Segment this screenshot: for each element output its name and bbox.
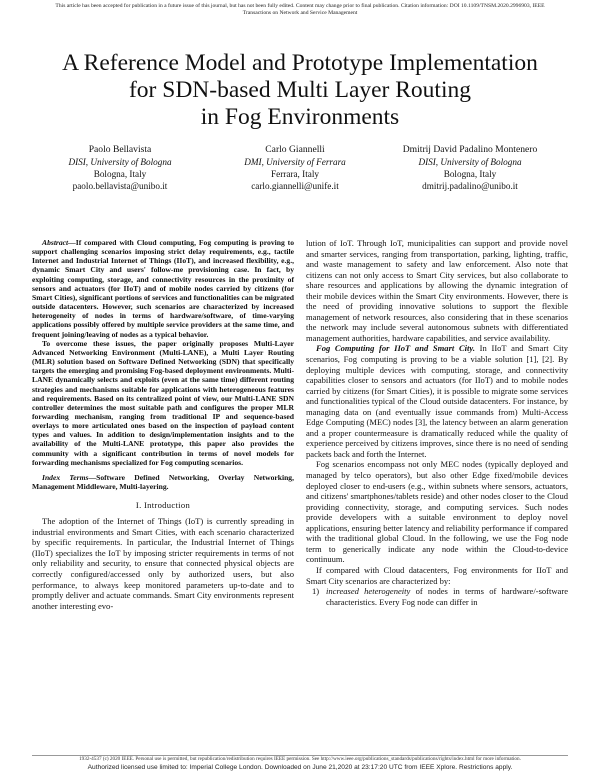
- author-email: dmitrij.padalino@unibo.it: [422, 181, 518, 191]
- author-email: carlo.giannelli@unife.it: [251, 181, 339, 191]
- author-name: Paolo Bellavista: [88, 144, 152, 155]
- title-line-3: in Fog Environments: [200, 104, 400, 130]
- author-3: [370, 144, 570, 192]
- author-block: [40, 144, 560, 200]
- paragraph-2-lead: Fog Computing for IIoT and Smart City.: [316, 343, 476, 354]
- author-name: Dmitrij David Padalino Montenero: [402, 144, 538, 155]
- title-line-1: A Reference Model and Prototype Implementation: [62, 50, 538, 76]
- author-location: Bologna, Italy: [443, 169, 497, 179]
- intro-paragraph-4: If compared with Cloud datacenters, Fog environments for IIoT and Smart City scenarios are characterized by:: [306, 564, 568, 586]
- author-1: [40, 144, 200, 192]
- abstract-paragraph-2: To overcome these issues, the paper originally proposes Multi-Layer Advanced Networking Environment (Multi-LANE), a Multi Layer Routing (MLR) solution based on Software Defined Networking (SDN) that specifically targets the emerging and promising Fog-based deployment environments. Multi-LANE dynamically selects and exploits (even at the same time) different routing strategies and mechanisms suitable for applications with heterogeneous features and requirements. Based on its centralized point of view, our Multi-LANE SDN controller determines the most suitable path and configures the proper MLR forwarding mechanism, ranging from traditional IP and sequence-based overlays to more articulated ones based on the inspection of payload content types and values. In addition to design/implementation insights and to the availability of the Multi-LANE prototype, this paper also provides the community with a significant contribution in terms of novel models for forwarding mechanisms specialized for Fog computing scenarios.: [32, 338, 294, 467]
- author-email: paolo.bellavista@unibo.it: [72, 181, 168, 191]
- intro-paragraph-1-continued: lution of IoT. Through IoT, municipalities can support and provide novel and smarter services, ranging from transportation, parking, lighting, traffic, and waste management to safety and law enforcement. Also note that citizens can not only access to Smart City services, but also collaborate to share resources and applications by allowing the dynamic integration of their mobile devices within the Smart City environments. However, there is the need of providing innovative solutions to support the flexible management of network resources, also considering that in these scenarios the network may include several autonomous subnets with differentiated management authorities, hardware capabilities, and service availability.: [306, 238, 568, 343]
- author-affiliation: DISI, University of Bologna: [68, 157, 172, 167]
- abstract-label: Abstract—: [42, 238, 76, 247]
- list-item-emphasis: increased heterogeneity: [326, 586, 411, 597]
- abstract-text-1: If compared with Cloud computing, Fog computing is proving to support challenging scenarios imposing strict delay requirements, e.g., tactile Internet and Industrial Internet of Things (IIoT), and increased flexibility, e.g., dynamic Smart City and users' follow-me provisioning case. In fact, by exploiting computing, storage, and connectivity resources in the proximity of sensors and actuators (for IIoT) and of mobile nodes carried by citizens (for Smart Cities), significant portions of services and functionalities can be migrated outside datacenters. However, such scenarios are characterized by increased heterogeneity of nodes in terms of hardware/software, of time-varying applications possibly offered by multiple service providers at the same time, and frequent joining/leaving of nodes as a typical behavior.: [32, 238, 294, 339]
- introduction-heading: I. Introduction: [135, 500, 191, 511]
- list-item-1: [306, 586, 568, 607]
- intro-paragraph-3: Fog scenarios encompass not only MEC nodes (typically deployed and managed by telco operators), but also other Edge fixed/mobile devices deployed closer to end-users (e.g., within subnets where sensors, actuators, and citizens' smartphones/tablets reside) and other nodes closer to the Cloud providing connectivity, storage, and computing services. Such nodes provide developers with a suitable environment to deploy novel applications, ensuring better latency and reliability performance if compared with the traditional global Cloud. In the following, we use the Fog node term to generically indicate any node within the Cloud-to-device continuum.: [306, 459, 568, 565]
- header-note-line1: This article has been accepted for publication in a future issue of this journal, but has not been fully edited. Content may change prior to final publication. Citation information: DOI 10.1109/TNSM.2020.2996903, IEEE: [55, 3, 545, 9]
- author-affiliation: DISI, University of Bologna: [418, 157, 522, 167]
- right-column: [306, 238, 568, 607]
- abstract-paragraph-1: [32, 238, 294, 339]
- author-location: Bologna, Italy: [93, 169, 147, 179]
- index-terms-label: Index Terms—: [42, 472, 97, 482]
- intro-paragraph-2: [306, 343, 568, 459]
- author-2: [215, 144, 375, 192]
- journal-header-note: [30, 3, 570, 17]
- author-affiliation: DMI, University of Ferrara: [244, 157, 346, 167]
- title-line-2: for SDN-based Multi Layer Routing: [128, 77, 471, 103]
- index-terms: [32, 473, 294, 491]
- header-note-line2: Transactions on Network and Service Management: [242, 10, 358, 16]
- list-item-number: 1): [312, 586, 320, 597]
- author-location: Ferrara, Italy: [271, 169, 319, 179]
- index-terms-text: Software Defined Networking, Overlay Networking, Management Middleware, Multi-layering.: [32, 472, 294, 492]
- left-column: [32, 238, 294, 611]
- paper-title: [40, 50, 560, 131]
- footer-copyright: 1932-4537 (c) 2020 IEEE. Personal use is permitted, but republication/redistribution requires IEEE permission. See http://www.ieee.org/publications_standards/publications/rights/index.html for more information.: [79, 756, 521, 762]
- author-name: Carlo Giannelli: [265, 144, 325, 155]
- list-item-body: of nodes in terms of hardware/-software characteristics. Every Fog node can differ in: [326, 586, 568, 607]
- list-item-text: [326, 586, 568, 607]
- paragraph-2-text: In IIoT and Smart City scenarios, Fog computing is proving to be a viable solution [1], [2]. By deploying multiple devices with computing, storage, and connectivity capabilities closer to sensors and actuators (for IIoT) and to mobile nodes carried by citizens (for Smart Cities), it is possible to migrate some services and functionalities typical of the Cloud outside datacenters. For instance, by managing data on (and eventually issue commands from) Multi-Access Edge Computing (MEC) nodes [3], the latency between an alarm generation and a proper countermeasure is dramatically reduced while the quality of experience perceived by citizens improves, since there is no need of sending packets back and forth the Internet.: [306, 343, 568, 459]
- intro-paragraph-1: The adoption of the Internet of Things (IoT) is currently spreading in industrial environments and Smart Cities, with each scenario characterized by specific requirements. In particular, the Industrial Internet of Things (IIoT) specializes the IoT by imposing stricter requirements in terms of not only reliability and security, to ensure that connected physical objects are correctly configured/accessed only by authorized users, but also performance, to always keep monitored parameters up-to-date and to promptly deliver and actuate commands. Smart City environments represent another interesting evo-: [32, 516, 294, 611]
- footer-authorized-use: Authorized licensed use limited to: Imperial College London. Downloaded on June 21,2020 at 23:17:20 UTC from IEEE Xplore. Restrictions apply.: [87, 764, 513, 771]
